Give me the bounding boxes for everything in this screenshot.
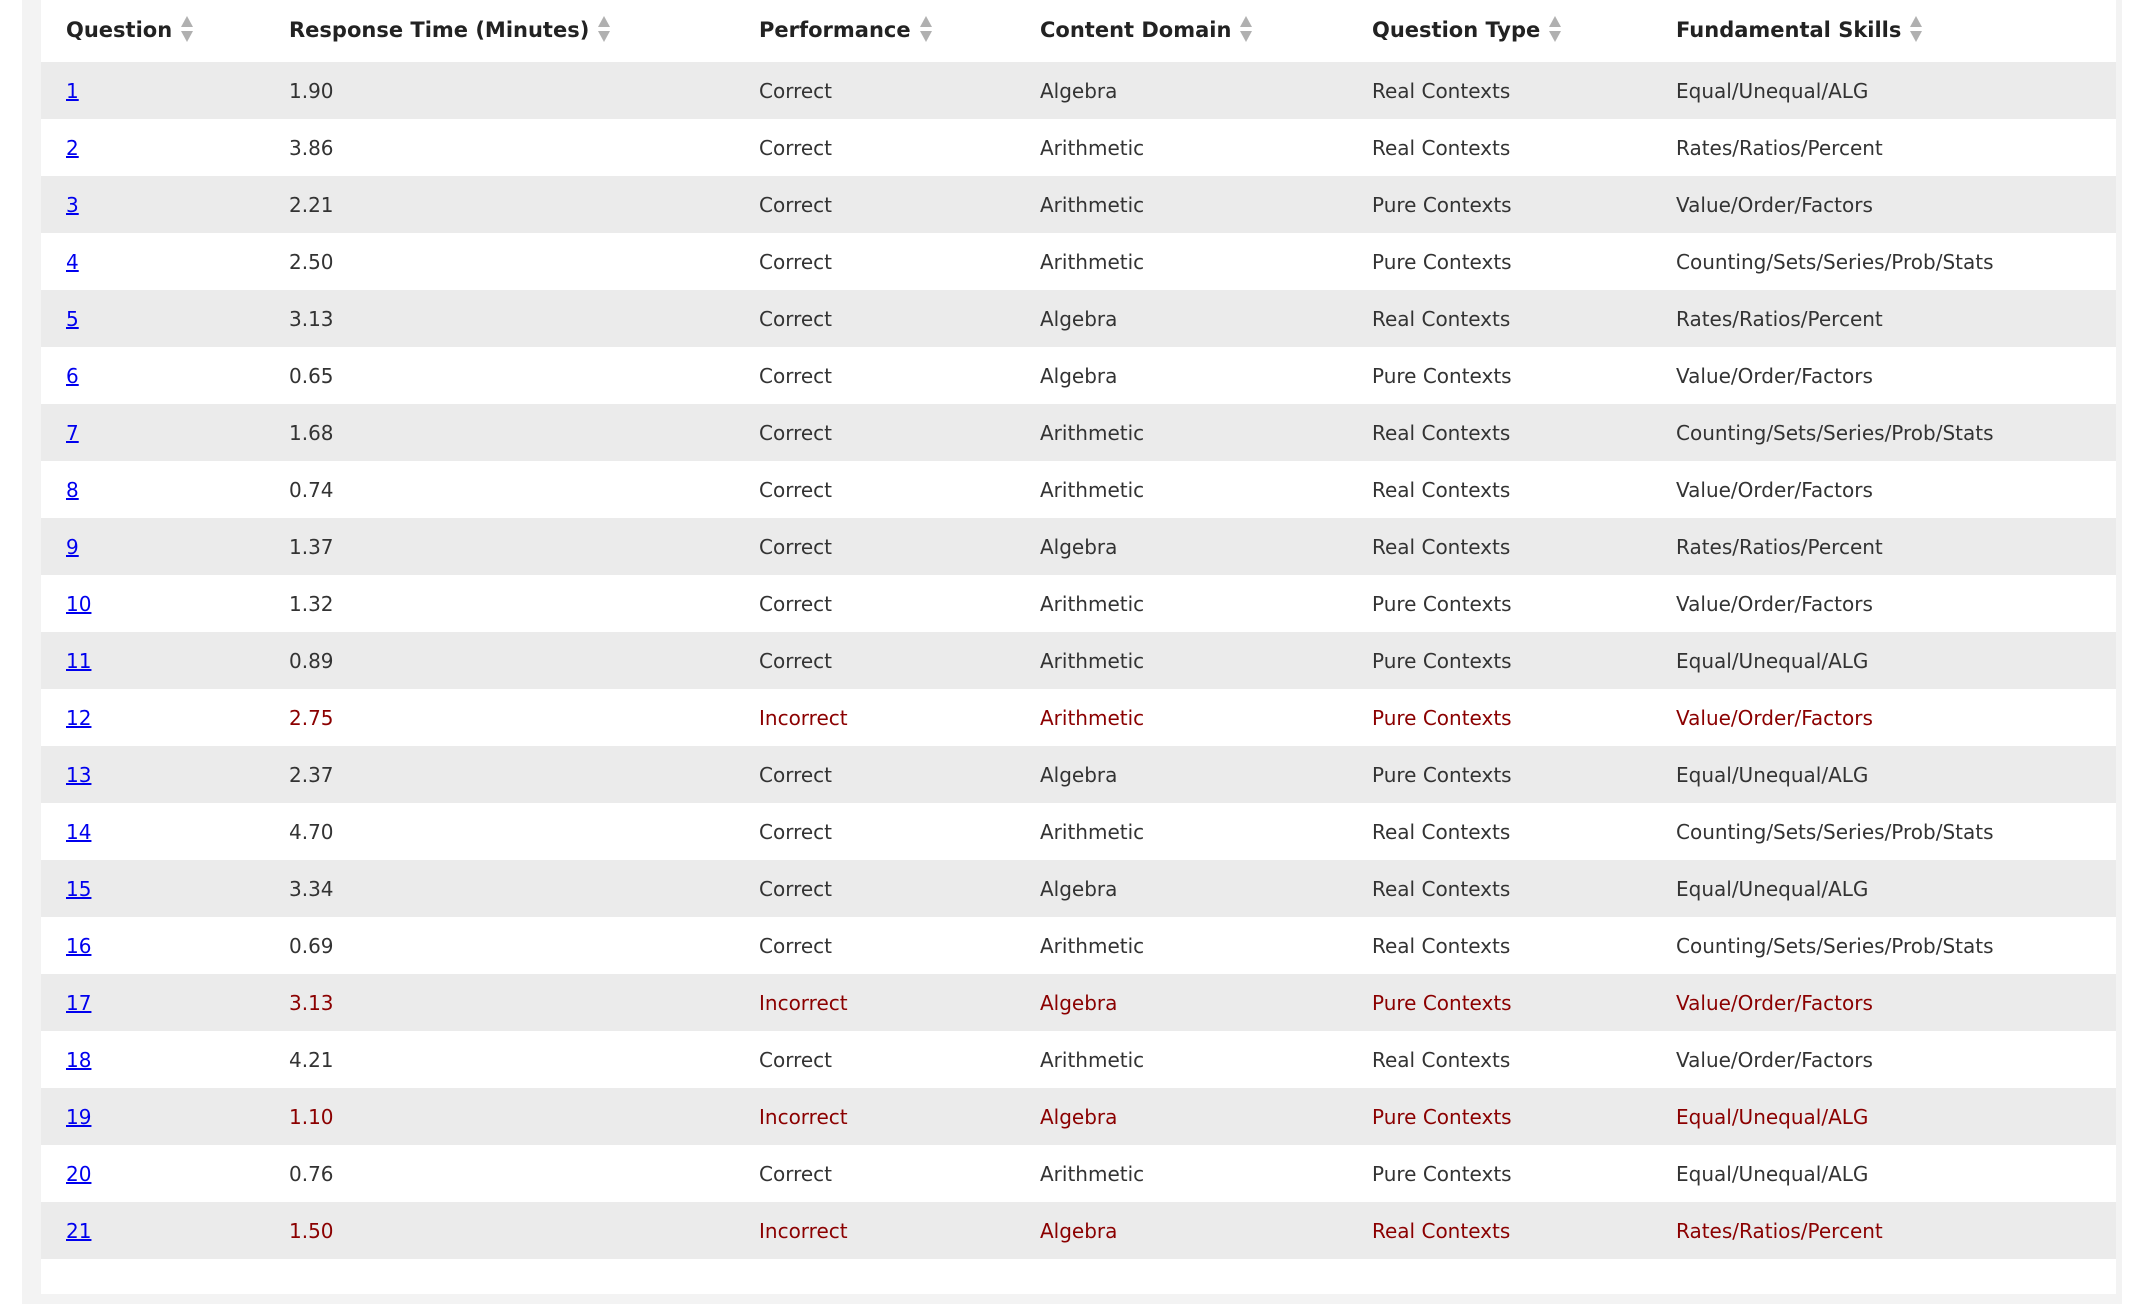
cell-fundamental-skills: Value/Order/Factors xyxy=(1676,990,1873,1015)
table-body xyxy=(41,62,2116,1259)
cell-question xyxy=(41,746,264,803)
sort-arrows-icon[interactable] xyxy=(597,15,611,43)
cell-performance: Correct xyxy=(759,78,832,103)
cell-content-domain: Arithmetic xyxy=(1040,591,1145,616)
cell-question xyxy=(41,176,264,233)
table-row xyxy=(41,176,2116,233)
cell-question-type: Real Contexts xyxy=(1372,534,1511,559)
cell-question-type: Real Contexts xyxy=(1372,78,1511,103)
question-link[interactable]: 14 xyxy=(66,819,92,844)
cell-response-time: 1.90 xyxy=(289,78,334,103)
sort-arrows-icon[interactable] xyxy=(919,15,933,43)
column-header-label: Response Time (Minutes) xyxy=(289,18,590,42)
question-link[interactable]: 3 xyxy=(66,192,79,217)
cell-performance: Correct xyxy=(759,1047,832,1072)
cell-fundamental-skills: Counting/Sets/Series/Prob/Stats xyxy=(1676,933,1994,958)
cell-content-domain: Algebra xyxy=(1040,876,1118,901)
cell-question xyxy=(41,974,264,1031)
table-row xyxy=(41,461,2116,518)
cell-performance: Correct xyxy=(759,477,832,502)
question-link[interactable]: 12 xyxy=(66,705,92,730)
sort-arrows-icon[interactable] xyxy=(1909,15,1923,43)
table-row xyxy=(41,290,2116,347)
cell-content-domain: Arithmetic xyxy=(1040,135,1145,160)
cell-performance: Incorrect xyxy=(759,990,848,1015)
question-link[interactable]: 18 xyxy=(66,1047,92,1072)
cell-question xyxy=(41,518,264,575)
question-link[interactable]: 15 xyxy=(66,876,92,901)
sort-arrows-icon[interactable] xyxy=(180,15,194,43)
question-link[interactable]: 19 xyxy=(66,1104,92,1129)
table-row xyxy=(41,917,2116,974)
page-background-panel xyxy=(22,0,2122,1304)
cell-fundamental-skills: Equal/Unequal/ALG xyxy=(1676,876,1869,901)
cell-content-domain: Arithmetic xyxy=(1040,705,1145,730)
cell-response-time: 3.13 xyxy=(289,990,334,1015)
cell-fundamental-skills: Equal/Unequal/ALG xyxy=(1676,78,1869,103)
cell-question-type: Pure Contexts xyxy=(1372,1161,1512,1186)
question-link[interactable]: 2 xyxy=(66,135,79,160)
cell-fundamental-skills: Value/Order/Factors xyxy=(1676,705,1873,730)
cell-fundamental-skills: Rates/Ratios/Percent xyxy=(1676,1218,1883,1243)
column-header-label: Question xyxy=(66,18,173,42)
cell-question xyxy=(41,803,264,860)
cell-response-time: 1.37 xyxy=(289,534,334,559)
column-header-response-time[interactable] xyxy=(264,0,734,62)
table-row xyxy=(41,1202,2116,1259)
cell-response-time: 0.74 xyxy=(289,477,334,502)
question-link[interactable]: 8 xyxy=(66,477,79,502)
cell-question-type: Real Contexts xyxy=(1372,876,1511,901)
column-header-question[interactable] xyxy=(41,0,264,62)
cell-question xyxy=(41,461,264,518)
question-link[interactable]: 13 xyxy=(66,762,92,787)
cell-content-domain: Algebra xyxy=(1040,990,1118,1015)
cell-question xyxy=(41,1145,264,1202)
table-header xyxy=(41,0,2116,62)
sort-arrows-icon[interactable] xyxy=(1548,15,1562,43)
cell-question-type: Pure Contexts xyxy=(1372,648,1512,673)
cell-content-domain: Algebra xyxy=(1040,78,1118,103)
column-header-fundamental-skills[interactable] xyxy=(1651,0,2116,62)
cell-response-time: 3.34 xyxy=(289,876,334,901)
cell-fundamental-skills: Value/Order/Factors xyxy=(1676,1047,1873,1072)
cell-performance: Correct xyxy=(759,591,832,616)
cell-fundamental-skills: Value/Order/Factors xyxy=(1676,192,1873,217)
question-link[interactable]: 17 xyxy=(66,990,92,1015)
cell-response-time: 3.86 xyxy=(289,135,334,160)
cell-content-domain: Arithmetic xyxy=(1040,819,1145,844)
question-link[interactable]: 11 xyxy=(66,648,92,673)
cell-question-type: Real Contexts xyxy=(1372,1218,1511,1243)
question-link[interactable]: 6 xyxy=(66,363,79,388)
cell-fundamental-skills: Value/Order/Factors xyxy=(1676,477,1873,502)
cell-content-domain: Arithmetic xyxy=(1040,1161,1145,1186)
cell-question xyxy=(41,233,264,290)
question-link[interactable]: 16 xyxy=(66,933,92,958)
cell-response-time: 2.50 xyxy=(289,249,334,274)
cell-content-domain: Arithmetic xyxy=(1040,933,1145,958)
cell-response-time: 0.89 xyxy=(289,648,334,673)
cell-response-time: 4.70 xyxy=(289,819,334,844)
question-link[interactable]: 7 xyxy=(66,420,79,445)
cell-question-type: Real Contexts xyxy=(1372,933,1511,958)
cell-fundamental-skills: Counting/Sets/Series/Prob/Stats xyxy=(1676,420,1994,445)
cell-fundamental-skills: Equal/Unequal/ALG xyxy=(1676,762,1869,787)
cell-content-domain: Arithmetic xyxy=(1040,477,1145,502)
cell-response-time: 1.10 xyxy=(289,1104,334,1129)
cell-question xyxy=(41,404,264,461)
cell-question xyxy=(41,632,264,689)
cell-response-time: 0.69 xyxy=(289,933,334,958)
cell-performance: Correct xyxy=(759,192,832,217)
cell-question xyxy=(41,1031,264,1088)
table-row xyxy=(41,803,2116,860)
table-row xyxy=(41,518,2116,575)
question-link[interactable]: 10 xyxy=(66,591,92,616)
cell-content-domain: Algebra xyxy=(1040,306,1118,331)
question-link[interactable]: 5 xyxy=(66,306,79,331)
cell-response-time: 0.65 xyxy=(289,363,334,388)
table-row xyxy=(41,1088,2116,1145)
table-row xyxy=(41,974,2116,1031)
cell-fundamental-skills: Rates/Ratios/Percent xyxy=(1676,534,1883,559)
table-row xyxy=(41,689,2116,746)
cell-performance: Correct xyxy=(759,363,832,388)
cell-fundamental-skills: Rates/Ratios/Percent xyxy=(1676,306,1883,331)
column-header-label: Question Type xyxy=(1372,18,1541,42)
cell-response-time: 0.76 xyxy=(289,1161,334,1186)
cell-fundamental-skills: Rates/Ratios/Percent xyxy=(1676,135,1883,160)
cell-fundamental-skills: Counting/Sets/Series/Prob/Stats xyxy=(1676,249,1994,274)
table-row xyxy=(41,404,2116,461)
cell-fundamental-skills: Equal/Unequal/ALG xyxy=(1676,648,1869,673)
table-row xyxy=(41,347,2116,404)
cell-question-type: Pure Contexts xyxy=(1372,591,1512,616)
question-link[interactable]: 20 xyxy=(66,1161,92,1186)
cell-question xyxy=(41,689,264,746)
results-card xyxy=(41,0,2116,1294)
cell-question xyxy=(41,119,264,176)
cell-performance: Incorrect xyxy=(759,705,848,730)
column-header-label: Content Domain xyxy=(1040,18,1232,42)
cell-response-time: 3.13 xyxy=(289,306,334,331)
cell-performance: Correct xyxy=(759,306,832,331)
cell-question-type: Pure Contexts xyxy=(1372,762,1512,787)
cell-performance: Correct xyxy=(759,876,832,901)
cell-performance: Correct xyxy=(759,249,832,274)
cell-content-domain: Arithmetic xyxy=(1040,648,1145,673)
cell-content-domain: Algebra xyxy=(1040,1218,1118,1243)
cell-performance: Incorrect xyxy=(759,1218,848,1243)
table-row xyxy=(41,1145,2116,1202)
cell-performance: Correct xyxy=(759,648,832,673)
cell-question xyxy=(41,917,264,974)
question-link[interactable]: 1 xyxy=(66,78,79,103)
table-row xyxy=(41,632,2116,689)
cell-response-time: 1.50 xyxy=(289,1218,334,1243)
cell-fundamental-skills: Equal/Unequal/ALG xyxy=(1676,1161,1869,1186)
column-header-content-domain[interactable] xyxy=(1015,0,1347,62)
cell-question-type: Pure Contexts xyxy=(1372,249,1512,274)
cell-question-type: Pure Contexts xyxy=(1372,363,1512,388)
cell-question-type: Pure Contexts xyxy=(1372,705,1512,730)
table-row xyxy=(41,746,2116,803)
column-header-question-type[interactable] xyxy=(1347,0,1651,62)
cell-response-time: 2.21 xyxy=(289,192,334,217)
cell-fundamental-skills: Equal/Unequal/ALG xyxy=(1676,1104,1869,1129)
cell-question-type: Real Contexts xyxy=(1372,306,1511,331)
table-row xyxy=(41,119,2116,176)
cell-performance: Correct xyxy=(759,1161,832,1186)
sort-arrows-icon[interactable] xyxy=(1239,15,1253,43)
cell-performance: Correct xyxy=(759,819,832,844)
column-header-label: Performance xyxy=(759,18,911,42)
cell-question xyxy=(41,860,264,917)
cell-question xyxy=(41,62,264,119)
cell-question xyxy=(41,290,264,347)
cell-question xyxy=(41,575,264,632)
cell-question-type: Pure Contexts xyxy=(1372,1104,1512,1129)
question-link[interactable]: 9 xyxy=(66,534,79,559)
question-link[interactable]: 4 xyxy=(66,249,79,274)
cell-question-type: Real Contexts xyxy=(1372,477,1511,502)
cell-content-domain: Algebra xyxy=(1040,762,1118,787)
table-row xyxy=(41,62,2116,119)
cell-performance: Correct xyxy=(759,534,832,559)
cell-performance: Correct xyxy=(759,762,832,787)
cell-response-time: 2.75 xyxy=(289,705,334,730)
header-row xyxy=(41,0,2116,62)
cell-fundamental-skills: Value/Order/Factors xyxy=(1676,591,1873,616)
cell-content-domain: Arithmetic xyxy=(1040,1047,1145,1072)
cell-response-time: 4.21 xyxy=(289,1047,334,1072)
cell-content-domain: Algebra xyxy=(1040,1104,1118,1129)
cell-question-type: Real Contexts xyxy=(1372,135,1511,160)
table-row xyxy=(41,233,2116,290)
table-row xyxy=(41,860,2116,917)
column-header-label: Fundamental Skills xyxy=(1676,18,1902,42)
question-link[interactable]: 21 xyxy=(66,1218,92,1243)
column-header-performance[interactable] xyxy=(734,0,1015,62)
table-row xyxy=(41,1031,2116,1088)
cell-performance: Correct xyxy=(759,420,832,445)
cell-response-time: 1.32 xyxy=(289,591,334,616)
cell-question-type: Pure Contexts xyxy=(1372,192,1512,217)
cell-question-type: Real Contexts xyxy=(1372,1047,1511,1072)
cell-content-domain: Arithmetic xyxy=(1040,249,1145,274)
cell-question-type: Real Contexts xyxy=(1372,420,1511,445)
cell-response-time: 1.68 xyxy=(289,420,334,445)
cell-question-type: Real Contexts xyxy=(1372,819,1511,844)
cell-content-domain: Arithmetic xyxy=(1040,192,1145,217)
cell-performance: Correct xyxy=(759,933,832,958)
cell-performance: Incorrect xyxy=(759,1104,848,1129)
cell-content-domain: Arithmetic xyxy=(1040,420,1145,445)
cell-question xyxy=(41,347,264,404)
cell-fundamental-skills: Value/Order/Factors xyxy=(1676,363,1873,388)
cell-content-domain: Algebra xyxy=(1040,534,1118,559)
cell-question xyxy=(41,1088,264,1145)
cell-fundamental-skills: Counting/Sets/Series/Prob/Stats xyxy=(1676,819,1994,844)
cell-response-time: 2.37 xyxy=(289,762,334,787)
cell-question-type: Pure Contexts xyxy=(1372,990,1512,1015)
results-table xyxy=(41,0,2116,1259)
cell-performance: Correct xyxy=(759,135,832,160)
table-row xyxy=(41,575,2116,632)
cell-question xyxy=(41,1202,264,1259)
cell-content-domain: Algebra xyxy=(1040,363,1118,388)
